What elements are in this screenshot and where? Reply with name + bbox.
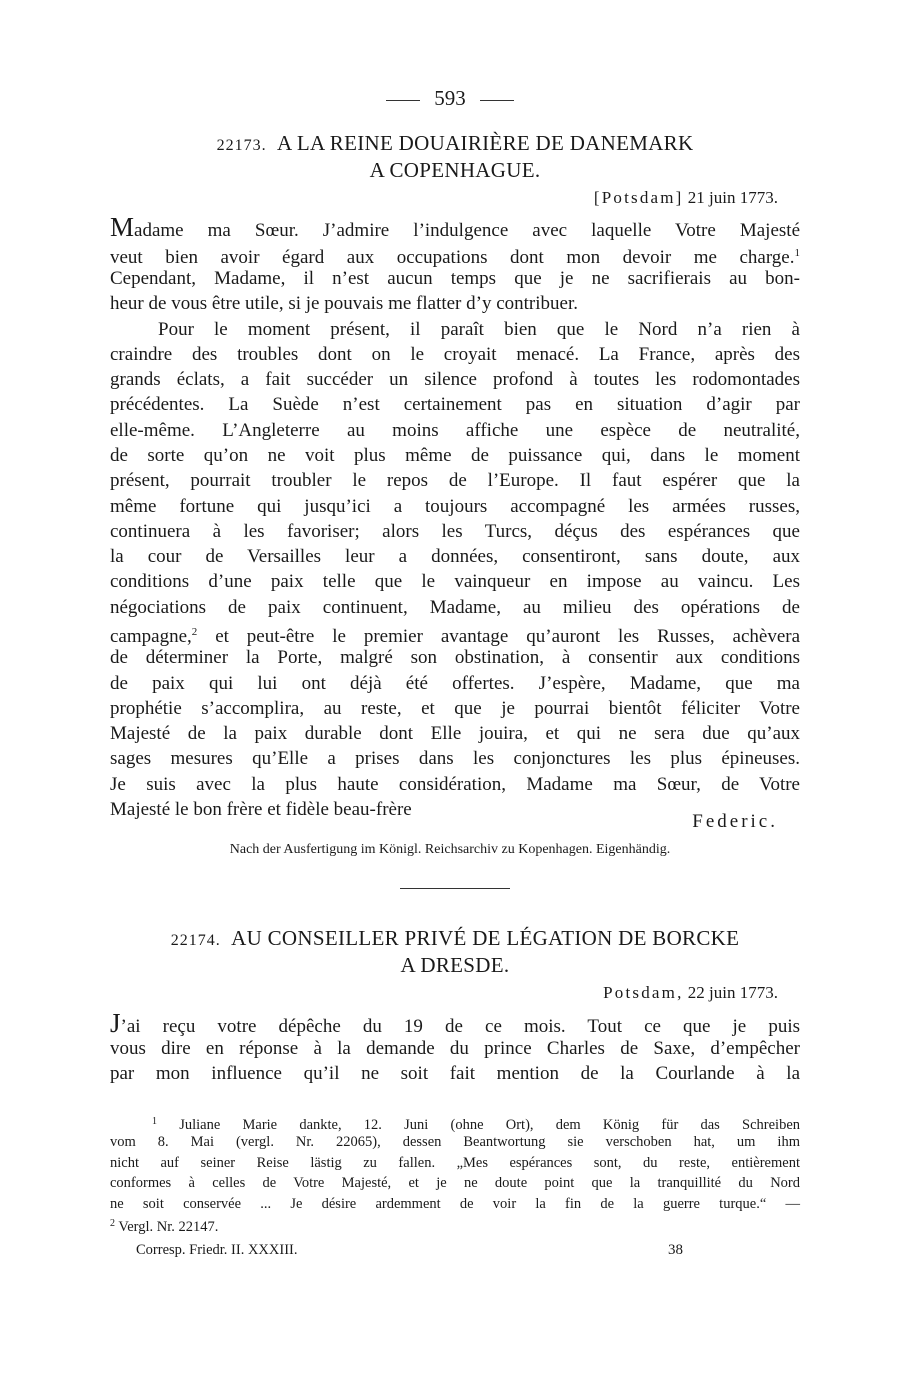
letter1-dateline	[594, 188, 778, 208]
letter1-date: 21 juin 1773.	[687, 188, 778, 207]
initial-letter: J	[110, 1008, 121, 1038]
letter2-title-line2: A DRESDE.	[400, 953, 510, 977]
footer-sheet-number: 38	[668, 1242, 683, 1258]
page-number-text: 593	[434, 86, 466, 110]
letter1-line-16: négociations de paix continuent, Madame, au milieu des opérations de	[110, 597, 800, 618]
letter1-line-3: Cependant, Madame, il n’est aucun temps que je ne sacrifierais au bon-	[110, 268, 800, 289]
letter1-line-12: même fortune qui jusqu’ici a toujours accompagné les armées russes,	[110, 496, 800, 517]
letter1-line-24: Majesté le bon frère et fidèle beau-frère	[110, 799, 412, 820]
letter1-line-17: campagne,$^2$ et peut-être le premier avantage qu’auront les Russes, achèvera	[110, 626, 801, 647]
page-number-dash-right	[480, 100, 514, 101]
footnote-ref-2: 2	[191, 626, 198, 638]
letter1-line-1: Madame ma Sœur. J’admire l’indulgence avec laquelle Votre Majesté	[110, 212, 800, 242]
section-divider	[400, 888, 510, 889]
letter1-line-21: Majesté de la paix durable dont Elle jouira, et qui ne sera due qu’aux	[110, 723, 800, 744]
footnote-line-6: $^2$ Vergl. Nr. 22147.	[110, 1218, 219, 1235]
letter1-line-18: de déterminer la Porte, malgré son obstination, à consentir aux conditions	[110, 647, 800, 668]
letter1-line-4: heur de vous être utile, si je pouvais me flatter d’y contribuer.	[110, 293, 578, 314]
letter1-line-11: présent, pourrait troubler le repos de l’Europe. Il faut espérer que la	[110, 470, 800, 491]
letter1-line-6: craindre des troubles dont on le croyait menacé. La France, après des	[110, 344, 800, 365]
page-number	[0, 86, 900, 111]
letter1-number: 22173.	[216, 137, 267, 154]
letter1-line-5: Pour le moment présent, il paraît bien que le Nord n’a rien à	[158, 319, 800, 340]
footnote-line-1: $^1$ Juliane Marie dankte, 12. Juni (ohne Ort), dem König für das Schreiben	[152, 1116, 801, 1133]
footer-signature-mark: Corresp. Friedr. II. XXXIII.	[136, 1242, 298, 1258]
footnote-marker-2: 2	[110, 1218, 115, 1229]
letter1-date-place: [Potsdam]	[593, 188, 684, 207]
letter2-dateline	[603, 983, 778, 1003]
letter2-title-text: AU CONSEILLER PRIVÉ DE LÉGATION DE BORCKE	[231, 926, 740, 950]
letter1-line-23: Je suis avec la plus haute considération, Madame ma Sœur, de Votre	[110, 774, 800, 795]
footnote-ref-1: 1	[794, 247, 800, 259]
letter1-line-10: de sorte qu’on ne voit plus même de puissance qui, dans le moment	[110, 445, 800, 466]
letter1-line-15: conditions d’une paix telle que le vainqueur en impose au vaincu. Les	[110, 571, 800, 592]
letter1-title-text: A LA REINE DOUAIRIÈRE DE DANEMARK	[276, 131, 694, 155]
letter1-line-14: la cour de Versailles leur a données, consentiront, sans doute, aux	[110, 546, 800, 567]
letter1-line-8: précédentes. La Suède n’est certainement pas en situation d’agir par	[110, 394, 800, 415]
letter1-heading	[110, 131, 800, 182]
page-number-dash-left	[386, 100, 420, 101]
initial-letter: M	[110, 212, 135, 242]
footnote-line-5: ne soit conservée ... Je désire ardemment de voir la fin de la guerre turque.“ —	[110, 1196, 800, 1212]
letter1-signature: Federic.	[692, 811, 778, 832]
letter2-title-line1	[110, 926, 800, 953]
letter1-title-line1	[110, 131, 800, 158]
letter1-line-9: elle-même. L’Angleterre au moins affiche une espèce de neutralité,	[110, 420, 800, 441]
letter2-line-3: par mon influence qu’il ne soit fait mention de la Courlande à la	[110, 1063, 800, 1084]
letter1-line-13: continuera à les favoriser; alors les Turcs, déçus des espérances que	[110, 521, 800, 542]
letter2-line-2: vous dire en réponse à la demande du prince Charles de Saxe, d’empêcher	[110, 1038, 800, 1059]
letter1-title-line2: A COPENHAGUE.	[369, 158, 541, 182]
footnote-marker-1: 1	[152, 1116, 157, 1127]
letter2-date: 22 juin 1773.	[687, 983, 778, 1002]
letter1-line-20: prophétie s’accomplira, au reste, et que je pourrai bientôt féliciter Votre	[110, 698, 800, 719]
footnote-line-4: conformes à celles de Votre Majesté, et je ne doute point que la tranquillité du Nord	[110, 1175, 800, 1191]
letter1-line-22: sages mesures qu’Elle a prises dans les conjonctures les plus épineuses.	[110, 748, 800, 769]
footnote-line-3: nicht auf seiner Reise lästig zu fallen. „Mes espérances sont, du reste, entièrement	[110, 1155, 800, 1171]
letter2-date-place: Potsdam,	[603, 983, 684, 1002]
letter1-line-19: de paix qui lui ont déjà été offertes. J’espère, Madame, que ma	[110, 673, 800, 694]
letter2-line-1: J’ai reçu votre dépêche du 19 de ce mois. Tout ce que je puis	[110, 1008, 800, 1038]
letter1-line-7: grands éclats, a fait succéder un silence profond à toutes les rodomontades	[110, 369, 800, 390]
letter1-source-note: Nach der Ausfertigung im Königl. Reichsarchiv zu Kopenhagen. Eigenhändig.	[229, 842, 671, 857]
letter1-line-2: veut bien avoir égard aux occupations dont mon devoir me charge.$^1$	[110, 247, 800, 268]
letter2-heading	[110, 926, 800, 977]
letter2-number: 22174.	[170, 932, 221, 949]
footnote-line-2: vom 8. Mai (vergl. Nr. 22065), dessen Beantwortung sie verschoben hat, um ihm	[110, 1134, 800, 1150]
